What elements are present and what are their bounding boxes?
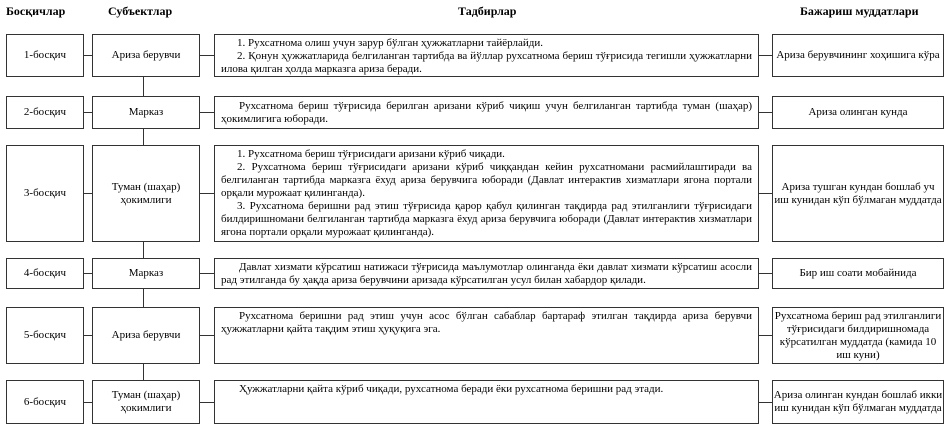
deadline-label: Ариза берувчининг хоҳишига кўра [776, 49, 940, 61]
subject-label: Туман (шаҳар) ҳокимлиги [111, 180, 181, 206]
subject-box-4 [92, 258, 200, 289]
deadline-box-4 [772, 258, 944, 289]
connector-line [759, 335, 772, 336]
stage-box-2 [6, 96, 84, 129]
action-item: 3. Рухсатнома беришни рад этиш тўғрисида қарор қабул қилинган тақдирда рад этилганлиги тўғрисидаги билдиришномани белгиланган тартибда марказга ёхуд ариза берувчига юборади (Давлат интерактив хизматлари ягона портали орқали мурожаат қилинганда). [221, 200, 752, 238]
subject-box-1 [92, 34, 200, 77]
stage-box-1 [6, 34, 84, 77]
connector-line [200, 193, 214, 194]
action-item: 2. Қонун ҳужжатларида белгиланган тартибда ва йўллар рухсатнома бериш тўғрисида тегишли ҳужжатларни илова қилган ҳолда марказга ариза беради. [221, 50, 752, 75]
subject-label: Марказ [128, 106, 164, 118]
action-item: 2. Рухсатнома бериш тўғрисидаги аризани кўриб чиққандан кейин рухсатномани расмийлаштиради ва белгиланган тартибда марказга ёхуд ариза берувчига юборади (Давлат интерактив хизматлари ягона портали орқали мурожаат қилинганда). [221, 161, 752, 199]
action-item: Рухсатнома беришни рад этиш учун асос бўлган сабаблар бартараф этилган тақдирда ариза берувчи ҳужжатларни қайта тақдим этиш ҳуқуқига эга. [221, 310, 752, 335]
actions-box-1 [214, 34, 759, 77]
deadline-box-6 [772, 380, 944, 424]
subject-box-6 [92, 380, 200, 424]
action-item: Давлат хизмати кўрсатиш натижаси тўғрисида маълумотлар олинганда ёки давлат хизмати кўрсатиш асосли рад этилганда бу ҳақда ариза берувчини аризада кўрсатилган усул билан хабардор қилади. [221, 261, 752, 286]
connector-line [759, 273, 772, 274]
connector-line [759, 193, 772, 194]
action-item: Рухсатнома бериш тўғрисида берилган аризани кўриб чиқиш учун белгиланган тартибда туман (шаҳар) ҳокимлигига юборади. [221, 100, 752, 125]
connector-line [84, 335, 92, 336]
subject-box-2 [92, 96, 200, 129]
connector-line [200, 273, 214, 274]
subject-label: Ариза берувчи [111, 329, 181, 341]
deadline-label: Бир иш соати мобайнида [799, 267, 917, 279]
header-deadlines: Бажариш муддатлари [800, 4, 919, 18]
actions-box-6 [214, 380, 759, 424]
subject-box-3 [92, 145, 200, 242]
connector-line [200, 402, 214, 403]
stage-box-6 [6, 380, 84, 424]
deadline-label: Ариза олинган кунда [808, 106, 908, 118]
deadline-box-3 [772, 145, 944, 242]
action-item: Ҳужжатларни қайта кўриб чиқади, рухсатнома беради ёки рухсатнома беришни рад этади. [239, 383, 664, 395]
actions-box-2 [214, 96, 759, 129]
stage-box-5 [6, 307, 84, 364]
actions-box-5 [214, 307, 759, 364]
stage-box-4 [6, 258, 84, 289]
connector-line [759, 112, 772, 113]
header-stages: Босқичлар [6, 4, 66, 18]
subject-label: Туман (шаҳар) ҳокимлиги [111, 389, 181, 414]
deadline-label: Рухсатнома бериш рад этилганлиги тўғрисидаги билдиришномада кўрсатилган муддатда (камида 10 иш куни) [774, 309, 942, 361]
actions-box-4 [214, 258, 759, 289]
subject-box-5 [92, 307, 200, 364]
connector-line [84, 55, 92, 56]
connector-line [200, 335, 214, 336]
connector-line [759, 402, 772, 403]
connector-line [84, 402, 92, 403]
stage-label: 5-босқич [23, 329, 67, 341]
connector-line [84, 112, 92, 113]
connector-line [84, 273, 92, 274]
subject-label: Ариза берувчи [111, 49, 181, 61]
deadline-box-1 [772, 34, 944, 77]
header-subjects: Субъектлар [108, 4, 173, 18]
stage-box-3 [6, 145, 84, 242]
connector-line [200, 55, 214, 56]
connector-line [200, 112, 214, 113]
action-item: 1. Рухсатнома бериш тўғрисидаги аризани кўриб чиқади. [237, 148, 505, 160]
connector-line [759, 55, 772, 56]
deadline-box-2 [772, 96, 944, 129]
deadline-label: Ариза олинган кундан бошлаб икки иш кунидан кўп бўлмаган муддатда [773, 389, 943, 414]
stage-label: 1-босқич [23, 49, 67, 61]
subject-label: Марказ [128, 267, 164, 279]
action-item: 1. Рухсатнома олиш учун зарур бўлган ҳужжатларни тайёрлайди. [237, 37, 544, 49]
stage-label: 2-босқич [23, 106, 67, 118]
stage-label: 4-босқич [23, 267, 67, 279]
stage-label: 6-босқич [23, 395, 67, 408]
deadline-label: Ариза тушган кундан бошлаб уч иш кунидан кўп бўлмаган муддатда [774, 180, 942, 206]
stage-label: 3-босқич [23, 187, 67, 199]
connector-line [84, 193, 92, 194]
header-actions: Тадбирлар [458, 4, 517, 18]
actions-box-3 [214, 145, 759, 242]
deadline-box-5 [772, 307, 944, 364]
